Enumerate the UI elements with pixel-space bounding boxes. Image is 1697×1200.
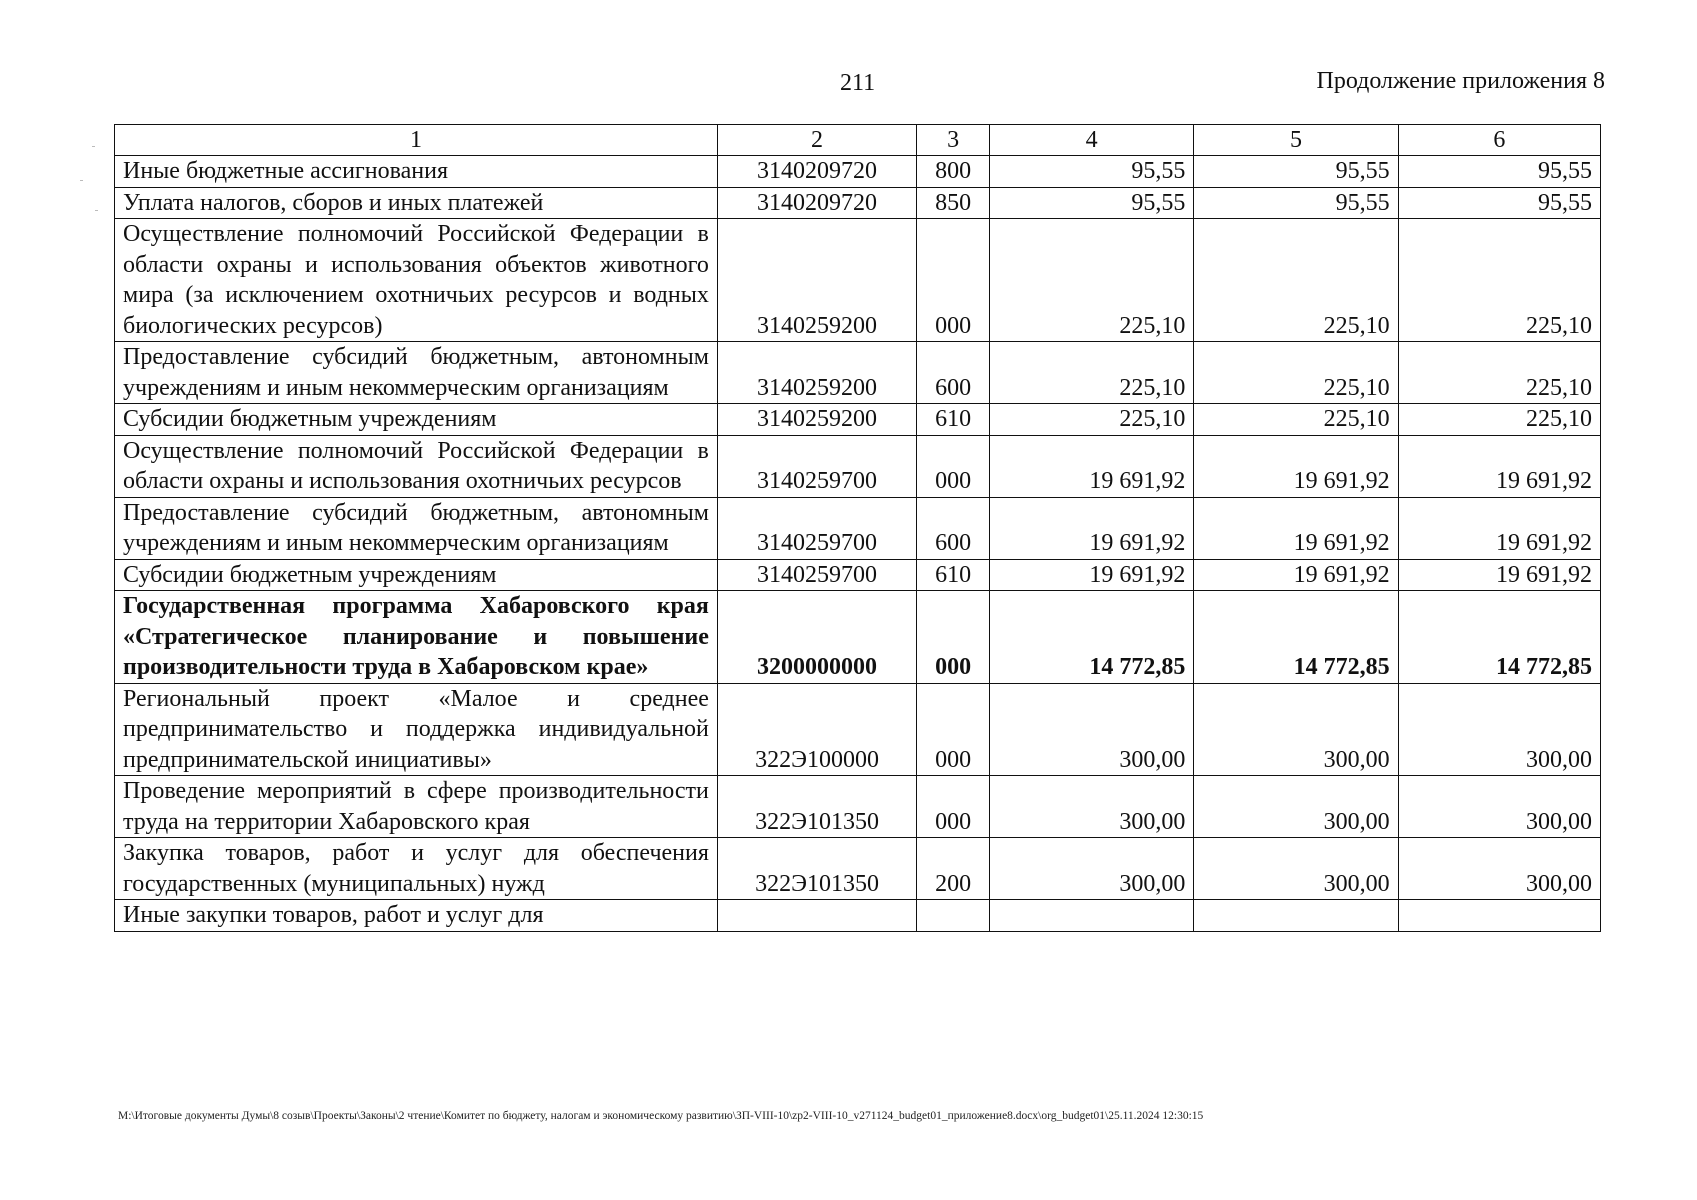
row-name-cell: Иные закупки товаров, работ и услуг для: [115, 900, 718, 932]
table-row: [115, 900, 1601, 932]
amount-col5-cell: 300,00: [1194, 683, 1398, 776]
amount-col4-cell: 300,00: [989, 838, 1193, 900]
target-code-cell: 3140259700: [717, 497, 916, 559]
amount-col4-cell: 95,55: [989, 156, 1193, 188]
target-code-cell: 3140259200: [717, 404, 916, 436]
continuation-note: Продолжение приложения 8: [1316, 68, 1605, 94]
table-row: [115, 219, 1601, 342]
amount-col6-cell: 14 772,85: [1398, 591, 1600, 684]
amount-col6-cell: 95,55: [1398, 187, 1600, 219]
expense-type-cell: 000: [917, 219, 990, 342]
amount-col5-cell: 19 691,92: [1194, 435, 1398, 497]
row-name-cell: Субсидии бюджетным учреждениям: [115, 404, 718, 436]
amount-col5-cell: 225,10: [1194, 404, 1398, 436]
amount-col4-cell: 95,55: [989, 187, 1193, 219]
row-name-cell: Осуществление полномочий Российской Федерации в области охраны и использования охотничьих ресурсов: [115, 435, 718, 497]
amount-col5-cell: [1194, 900, 1398, 932]
amount-col5-cell: 225,10: [1194, 219, 1398, 342]
amount-col5-cell: 95,55: [1194, 187, 1398, 219]
table-row: [115, 683, 1601, 776]
amount-col6-cell: 300,00: [1398, 683, 1600, 776]
expense-type-cell: 000: [917, 435, 990, 497]
expense-type-cell: 000: [917, 776, 990, 838]
amount-col4-cell: 225,10: [989, 342, 1193, 404]
target-code-cell: 3140259700: [717, 435, 916, 497]
amount-col4-cell: 300,00: [989, 683, 1193, 776]
amount-col6-cell: 19 691,92: [1398, 435, 1600, 497]
amount-col4-cell: 19 691,92: [989, 497, 1193, 559]
row-name-cell: Закупка товаров, работ и услуг для обеспечения государственных (муниципальных) нужд: [115, 838, 718, 900]
amount-col6-cell: 225,10: [1398, 342, 1600, 404]
budget-table: [114, 124, 1601, 932]
target-code-cell: 322Э101350: [717, 776, 916, 838]
amount-col4-cell: 225,10: [989, 219, 1193, 342]
target-code-cell: 3200000000: [717, 591, 916, 684]
row-name-cell: Субсидии бюджетным учреждениям: [115, 559, 718, 591]
amount-col5-cell: 300,00: [1194, 776, 1398, 838]
target-code-cell: 322Э100000: [717, 683, 916, 776]
column-header: 3: [917, 125, 990, 156]
table-row: [115, 156, 1601, 188]
scan-speck: [95, 210, 98, 211]
column-header: 2: [717, 125, 916, 156]
target-code-cell: 3140259200: [717, 342, 916, 404]
table-row: [115, 342, 1601, 404]
scan-speck: [80, 180, 83, 181]
table-row: [115, 404, 1601, 436]
target-code-cell: [717, 900, 916, 932]
table-row: [115, 187, 1601, 219]
target-code-cell: 3140259700: [717, 559, 916, 591]
amount-col6-cell: 225,10: [1398, 219, 1600, 342]
amount-col5-cell: 19 691,92: [1194, 497, 1398, 559]
row-name-cell: Предоставление субсидий бюджетным, автономным учреждениям и иным некоммерческим организациям: [115, 342, 718, 404]
amount-col4-cell: 14 772,85: [989, 591, 1193, 684]
row-name-cell: Государственная программа Хабаровского края «Стратегическое планирование и повышение производительности труда в Хабаровском крае»: [115, 591, 718, 684]
amount-col5-cell: 14 772,85: [1194, 591, 1398, 684]
row-name-cell: Предоставление субсидий бюджетным, автономным учреждениям и иным некоммерческим организациям: [115, 497, 718, 559]
expense-type-cell: 850: [917, 187, 990, 219]
column-header: 6: [1398, 125, 1600, 156]
amount-col5-cell: 300,00: [1194, 838, 1398, 900]
amount-col6-cell: 95,55: [1398, 156, 1600, 188]
target-code-cell: 322Э101350: [717, 838, 916, 900]
expense-type-cell: [917, 900, 990, 932]
expense-type-cell: 800: [917, 156, 990, 188]
column-header: 1: [115, 125, 718, 156]
amount-col6-cell: 19 691,92: [1398, 559, 1600, 591]
row-name-cell: Проведение мероприятий в сфере производительности труда на территории Хабаровского края: [115, 776, 718, 838]
amount-col4-cell: 19 691,92: [989, 559, 1193, 591]
expense-type-cell: 610: [917, 404, 990, 436]
amount-col5-cell: 225,10: [1194, 342, 1398, 404]
target-code-cell: 3140209720: [717, 156, 916, 188]
file-path-footer: M:\Итоговые документы Думы\8 созыв\Проекты\Законы\2 чтение\Комитет по бюджету, налогам и экономическому развитию\ЗП-VIII-10\zp2-VIII-10_v271124_budget01_приложение8.docx\org_budget01\25.11.2024 12:30:15: [118, 1110, 1204, 1122]
amount-col4-cell: [989, 900, 1193, 932]
row-name-cell: Уплата налогов, сборов и иных платежей: [115, 187, 718, 219]
column-header: 4: [989, 125, 1193, 156]
target-code-cell: 3140209720: [717, 187, 916, 219]
table-row: [115, 591, 1601, 684]
amount-col6-cell: [1398, 900, 1600, 932]
table-row: [115, 838, 1601, 900]
amount-col6-cell: 19 691,92: [1398, 497, 1600, 559]
row-name-cell: Региональный проект «Малое и среднее предпринимательство и поддержка индивидуальной предпринимательской инициативы»: [115, 683, 718, 776]
table-header-row: [115, 125, 1601, 156]
amount-col5-cell: 95,55: [1194, 156, 1398, 188]
table-row: [115, 559, 1601, 591]
amount-col5-cell: 19 691,92: [1194, 559, 1398, 591]
amount-col6-cell: 300,00: [1398, 776, 1600, 838]
page-number: 211: [840, 70, 876, 96]
table-row: [115, 497, 1601, 559]
expense-type-cell: 600: [917, 497, 990, 559]
amount-col4-cell: 225,10: [989, 404, 1193, 436]
amount-col4-cell: 300,00: [989, 776, 1193, 838]
expense-type-cell: 000: [917, 591, 990, 684]
expense-type-cell: 600: [917, 342, 990, 404]
expense-type-cell: 000: [917, 683, 990, 776]
column-header: 5: [1194, 125, 1398, 156]
amount-col6-cell: 225,10: [1398, 404, 1600, 436]
expense-type-cell: 200: [917, 838, 990, 900]
row-name-cell: Осуществление полномочий Российской Федерации в области охраны и использования объектов животного мира (за исключением охотничьих ресурсов и водных биологических ресурсов): [115, 219, 718, 342]
expense-type-cell: 610: [917, 559, 990, 591]
table-row: [115, 435, 1601, 497]
amount-col4-cell: 19 691,92: [989, 435, 1193, 497]
table-row: [115, 776, 1601, 838]
target-code-cell: 3140259200: [717, 219, 916, 342]
row-name-cell: Иные бюджетные ассигнования: [115, 156, 718, 188]
amount-col6-cell: 300,00: [1398, 838, 1600, 900]
scan-speck: [92, 146, 95, 147]
